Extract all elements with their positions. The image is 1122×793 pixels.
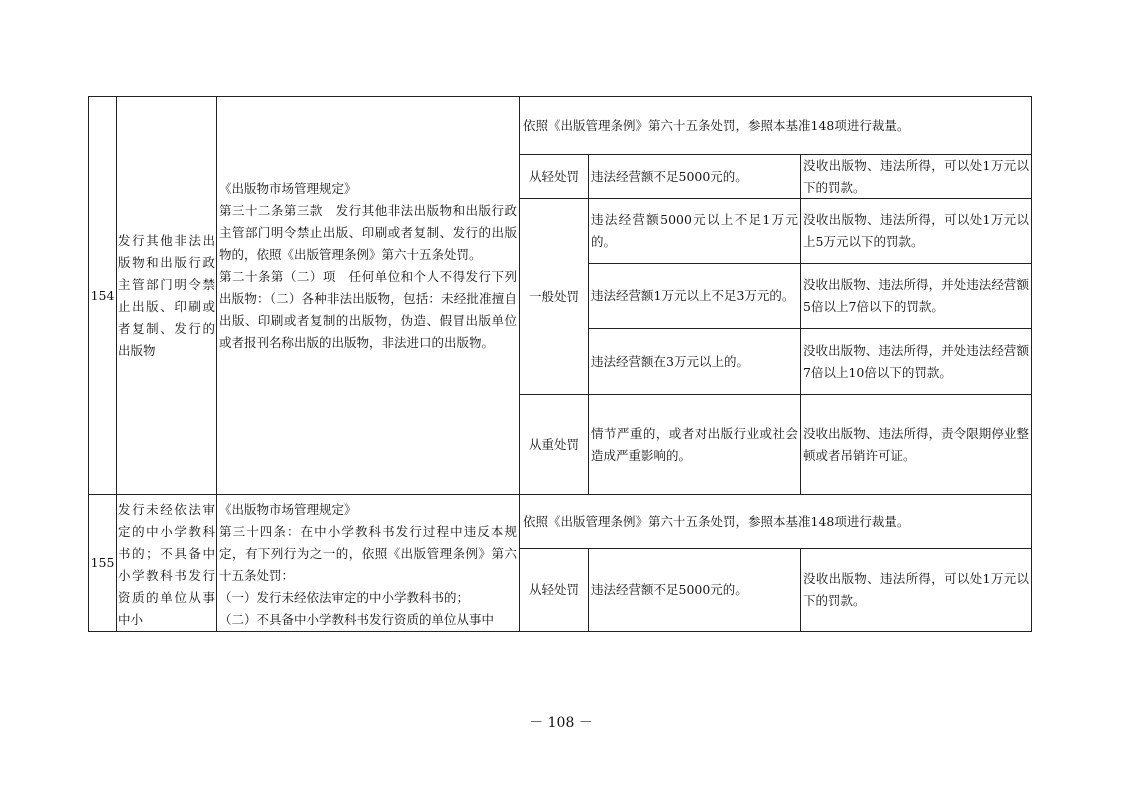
legal-basis-title: 《出版物市场管理规定》 (219, 181, 357, 196)
row-number: 155 (90, 555, 115, 570)
situation: 违法经营额不足5000元的。 (591, 168, 748, 184)
legal-basis-clause: 第三十二条第三款 发行其他非法出版物和出版行政主管部门明令禁止出版、印刷或者复制、发行的出版物的，依照《出版管理条例》第六十五条处罚。 (219, 203, 517, 262)
situation: 违法经营额5000元以上不足1万元的。 (591, 212, 798, 249)
reference-note: 依照《出版管理条例》第六十五条处罚，参照本基准148项进行裁量。 (523, 513, 910, 529)
situation: 违法经营额不足5000元的。 (591, 582, 748, 597)
penalty: 没收出版物、违法所得，并处违法经营额7倍以上10倍以下的罚款。 (803, 342, 1029, 380)
violation-item-text: 发行未经依法审定的中小学教科书的；不具备中小学教科书发行资质的单位从事中小 (118, 502, 215, 627)
legal-basis-clause: （一）发行未经依法审定的中小学教科书的； (219, 590, 470, 605)
situation: 违法经营额在3万元以上的。 (591, 353, 749, 369)
penalty: 没收出版物、违法所得，可以处1万元以下的罚款。 (803, 571, 1029, 608)
violation-item (117, 499, 216, 631)
legal-basis-title: 《出版物市场管理规定》 (219, 502, 357, 517)
legal-basis (217, 499, 519, 631)
situation: 违法经营额1万元以上不足3万元的。 (591, 288, 795, 303)
penalty: 没收出版物、违法所得，可以处1万元以上5万元以下的罚款。 (803, 212, 1029, 249)
violation-item (117, 97, 216, 494)
legal-basis-clause: （二）不具备中小学教科书发行资质的单位从事中 (219, 612, 495, 627)
penalty-level-general: 一般处罚 (528, 288, 579, 304)
penalty: 没收出版物、违法所得，可以处1万元以下的罚款。 (803, 157, 1029, 195)
legal-basis-clause: 第二十条第（二）项 任何单位和个人不得发行下列出版物：（二）各种非法出版物，包括：未经批准擅自出版、印刷或者复制的出版物，伪造、假冒出版单位或者报刊名称出版的出版物，非法进口的出版物。 (219, 269, 517, 350)
penalty-table (88, 96, 1032, 632)
page-number: － 108 － (529, 715, 593, 731)
penalty: 没收出版物、违法所得，并处违法经营额5倍以上7倍以下的罚款。 (803, 277, 1029, 314)
reference-note: 依照《出版管理条例》第六十五条处罚，参照本基准148项进行裁量。 (523, 117, 910, 133)
penalty: 没收出版物、违法所得，责令限期停业整顿或者吊销许可证。 (803, 425, 1029, 463)
violation-item-text: 发行其他非法出版物和出版行政主管部门明令禁止出版、印刷或者复制、发行的出版物 (118, 232, 215, 358)
penalty-level-heavy: 从重处罚 (528, 436, 579, 452)
penalty-level-light: 从轻处罚 (528, 168, 579, 184)
row-number: 154 (90, 287, 115, 303)
legal-basis (217, 178, 519, 408)
penalty-level-light: 从轻处罚 (528, 582, 579, 597)
legal-basis-clause: 第三十四条：在中小学教科书发行过程中违反本规定，有下列行为之一的，依照《出版管理条例》第六十五条处罚： (219, 524, 517, 583)
situation: 情节严重的，或者对出版行业或社会造成严重影响的。 (591, 425, 798, 463)
